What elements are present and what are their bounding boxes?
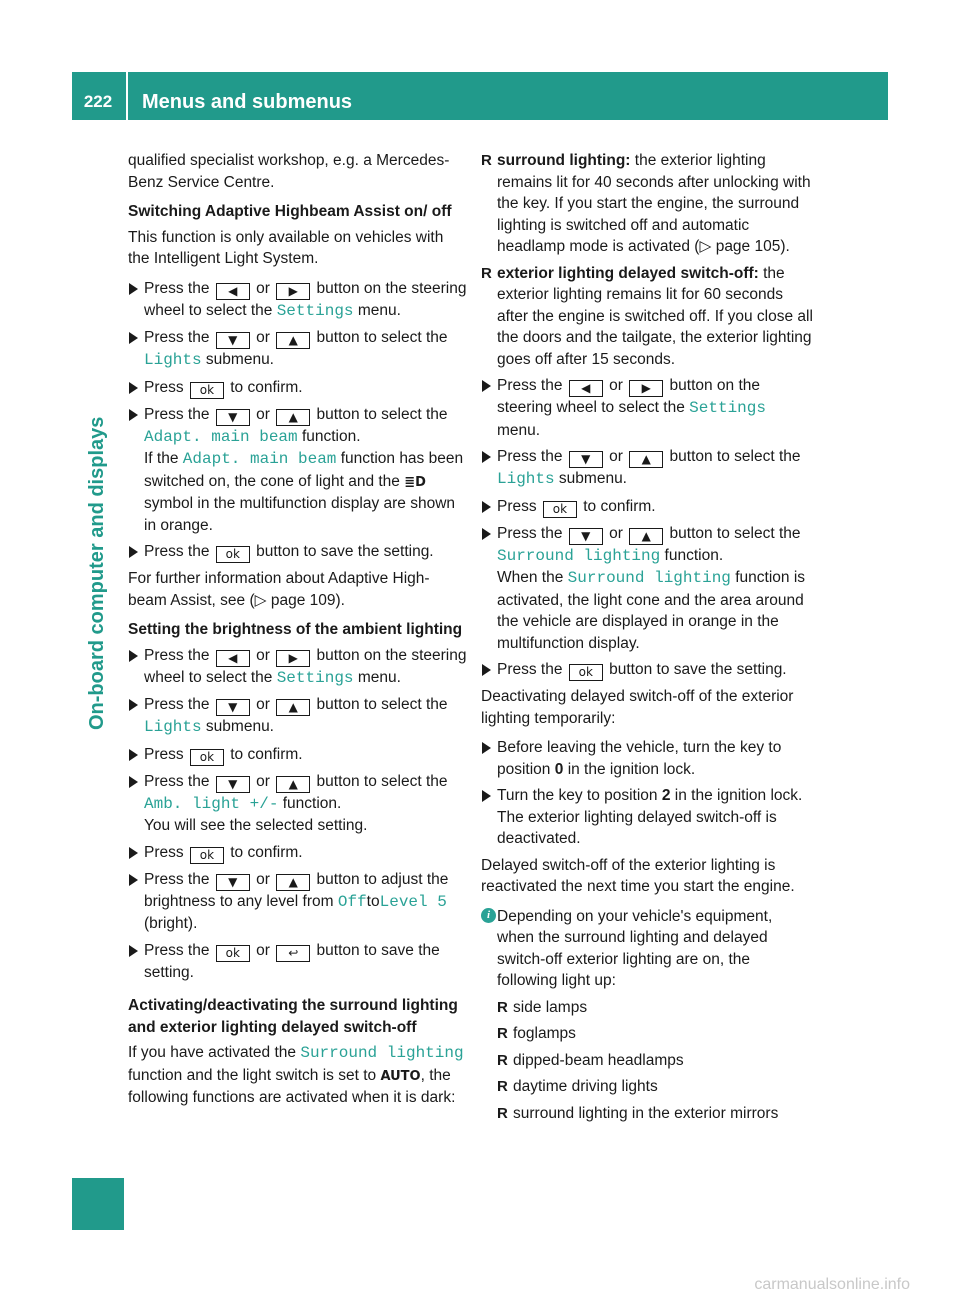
- paragraph: If you have activated the Surround lighting function and the light switch is set to AUTO, the following functions are activated when it is dark:: [128, 1044, 464, 1106]
- step-arrow-icon: [129, 776, 138, 788]
- left-button-icon: ◀: [216, 283, 250, 300]
- step-arrow-icon: [482, 501, 491, 513]
- down-button-icon: ▼: [216, 776, 250, 793]
- side-tab-block: [72, 1178, 124, 1230]
- auto-symbol-icon: AUTO: [380, 1068, 421, 1084]
- step-arrow-icon: [482, 664, 491, 676]
- ok-button-icon: ok: [190, 749, 224, 766]
- step: Press the ▼ or ▲ button to select the Surround lighting function. When the Surround lighting function is activated, the light cone and the area around the vehicle are displayed in orange in the multifunction display.: [481, 523, 813, 655]
- info-icon: i: [481, 908, 496, 923]
- display-text: Lights: [144, 718, 202, 736]
- step: Press the ▼ or ▲ button to select the Amb. light +/- function. You will see the selected setting.: [128, 771, 468, 837]
- display-text: Adapt. main beam: [144, 427, 298, 446]
- list-item: R exterior lighting delayed switch-off: the exterior lighting remains lit for 60 seconds after the engine is switched off. If you close all the doors and the tailgate, the exterior lighting goes off after 15 seconds.: [481, 264, 813, 368]
- right-button-icon: ▶: [276, 650, 310, 667]
- step-arrow-icon: [482, 528, 491, 540]
- step: Press the ◀ or ▶ button on the steering wheel to select the Settings menu.: [128, 278, 468, 323]
- up-button-icon: ▲: [629, 528, 663, 545]
- step-arrow-icon: [482, 451, 491, 463]
- down-button-icon: ▼: [569, 451, 603, 468]
- down-button-icon: ▼: [216, 874, 250, 891]
- display-text: Lights: [497, 470, 555, 488]
- list-item: R surround lighting in the exterior mirrors: [497, 1104, 779, 1122]
- step: Press ok to confirm.: [128, 842, 468, 864]
- info-note: i Depending on your vehicle's equipment, when the surround lighting and delayed switch-off exterior lighting are on, the following light up:: [481, 906, 813, 992]
- back-button-icon: ↩: [276, 945, 310, 962]
- heading-surround-lighting: Activating/deactivating the surround lighting and exterior lighting delayed switch-off: [128, 997, 458, 1036]
- step-arrow-icon: [129, 283, 138, 295]
- step-arrow-icon: [129, 874, 138, 886]
- up-button-icon: ▲: [276, 332, 310, 349]
- down-button-icon: ▼: [569, 528, 603, 545]
- step: Press ok to confirm.: [481, 496, 813, 518]
- step: Turn the key to position 2 in the ignition lock. The exterior lighting delayed switch-off is deactivated.: [481, 785, 813, 850]
- display-text: Surround lighting: [567, 569, 731, 587]
- display-text: Settings: [276, 301, 354, 320]
- step: Press the ok or ↩ button to save the setting.: [128, 940, 468, 984]
- paragraph: Delayed switch-off of the exterior lighting is reactivated the next time you start the engine.: [481, 856, 795, 895]
- down-button-icon: ▼: [216, 332, 250, 349]
- step: Press the ▼ or ▲ button to adjust the brightness to any level from OfftoLevel 5 (bright).: [128, 869, 468, 935]
- step-arrow-icon: [129, 650, 138, 662]
- display-text: Level 5: [379, 892, 447, 911]
- ok-button-icon: ok: [190, 382, 224, 399]
- ok-button-icon: ok: [190, 847, 224, 864]
- step-arrow-icon: [482, 380, 491, 392]
- right-column: [481, 150, 813, 1129]
- display-text: Lights: [144, 351, 202, 369]
- step: Press the ok button to save the setting.: [128, 541, 468, 563]
- step-arrow-icon: [129, 847, 138, 859]
- display-text: Surround lighting: [300, 1044, 464, 1062]
- side-tab-label: On-board computer and displays: [86, 416, 108, 730]
- paragraph: This function is only available on vehicles with the Intelligent Light System.: [128, 228, 444, 267]
- step-arrow-icon: [129, 409, 138, 421]
- step-arrow-icon: [129, 382, 138, 394]
- list-item: R daytime driving lights: [497, 1078, 658, 1095]
- display-text: Surround lighting: [497, 546, 661, 565]
- left-column: [128, 150, 468, 1117]
- heading-ambient-lighting: Setting the brightness of the ambient lighting: [128, 621, 463, 638]
- list-item: R dipped-beam headlamps: [497, 1051, 684, 1069]
- paragraph: For further information about Adaptive High-beam Assist, see (▷ page 109).: [128, 570, 430, 609]
- step-arrow-icon: [129, 945, 138, 957]
- left-button-icon: ◀: [216, 650, 250, 667]
- heading-adaptive-highbeam: Switching Adaptive Highbeam Assist on/ off: [128, 203, 452, 220]
- watermark: carmanualsonline.info: [754, 1276, 910, 1293]
- up-button-icon: ▲: [276, 409, 310, 426]
- step-arrow-icon: [129, 699, 138, 711]
- display-text: Off: [337, 892, 367, 911]
- step: Press the ok button to save the setting.: [481, 659, 813, 681]
- page-number: 222: [83, 92, 113, 111]
- ok-button-icon: ok: [216, 546, 250, 563]
- step: Press ok to confirm.: [128, 377, 468, 399]
- left-button-icon: ◀: [569, 380, 603, 397]
- high-beam-symbol-icon: ≣D: [404, 474, 426, 490]
- intro-text: qualified specialist workshop, e.g. a Mercedes-Benz Service Centre.: [128, 152, 450, 191]
- step: Press ok to confirm.: [128, 744, 468, 766]
- list-item: R surround lighting: the exterior lighting remains lit for 40 seconds after unlocking with the key. If you start the engine, the surround lighting is switched off and automatic headlamp mode is activated (▷ page 105).: [481, 152, 811, 255]
- up-button-icon: ▲: [276, 699, 310, 716]
- right-button-icon: ▶: [276, 283, 310, 300]
- step: Press the ▼ or ▲ button to select the Adapt. main beam function. If the Adapt. main beam function has been switched on, the cone of light and the ≣D symbol in the multifunction display are shown in orange.: [128, 404, 468, 537]
- step-arrow-icon: [129, 332, 138, 344]
- header-divider: [126, 72, 128, 120]
- step: Press the ▼ or ▲ button to select the Lights submenu.: [128, 327, 468, 372]
- up-button-icon: ▲: [276, 874, 310, 891]
- down-button-icon: ▼: [216, 699, 250, 716]
- right-button-icon: ▶: [629, 380, 663, 397]
- display-text: Settings: [276, 668, 354, 687]
- page-title: Menus and submenus: [142, 91, 353, 113]
- step-arrow-icon: [482, 742, 491, 754]
- ok-button-icon: ok: [543, 501, 577, 518]
- list-item: R side lamps: [497, 998, 588, 1016]
- down-button-icon: ▼: [216, 409, 250, 426]
- up-button-icon: ▲: [629, 451, 663, 468]
- step-arrow-icon: [129, 749, 138, 761]
- display-text: Amb. light +/-: [144, 794, 279, 813]
- step: Press the ▼ or ▲ button to select the Lights submenu.: [128, 694, 468, 739]
- up-button-icon: ▲: [276, 776, 310, 793]
- step-arrow-icon: [129, 546, 138, 558]
- display-text: Adapt. main beam: [182, 450, 337, 468]
- list-item: R foglamps: [497, 1025, 576, 1042]
- step: Press the ◀ or ▶ button on the steering wheel to select the Settings menu.: [481, 375, 813, 441]
- display-text: Settings: [689, 399, 766, 417]
- paragraph: Deactivating delayed switch-off of the exterior lighting temporarily:: [481, 688, 794, 727]
- light-list: [481, 997, 813, 1125]
- step: Before leaving the vehicle, turn the key to position 0 in the ignition lock.: [481, 737, 813, 780]
- ok-button-icon: ok: [569, 664, 603, 681]
- step-arrow-icon: [482, 790, 491, 802]
- step: Press the ▼ or ▲ button to select the Lights submenu.: [481, 446, 813, 491]
- step: Press the ◀ or ▶ button on the steering wheel to select the Settings menu.: [128, 645, 468, 690]
- ok-button-icon: ok: [216, 945, 250, 962]
